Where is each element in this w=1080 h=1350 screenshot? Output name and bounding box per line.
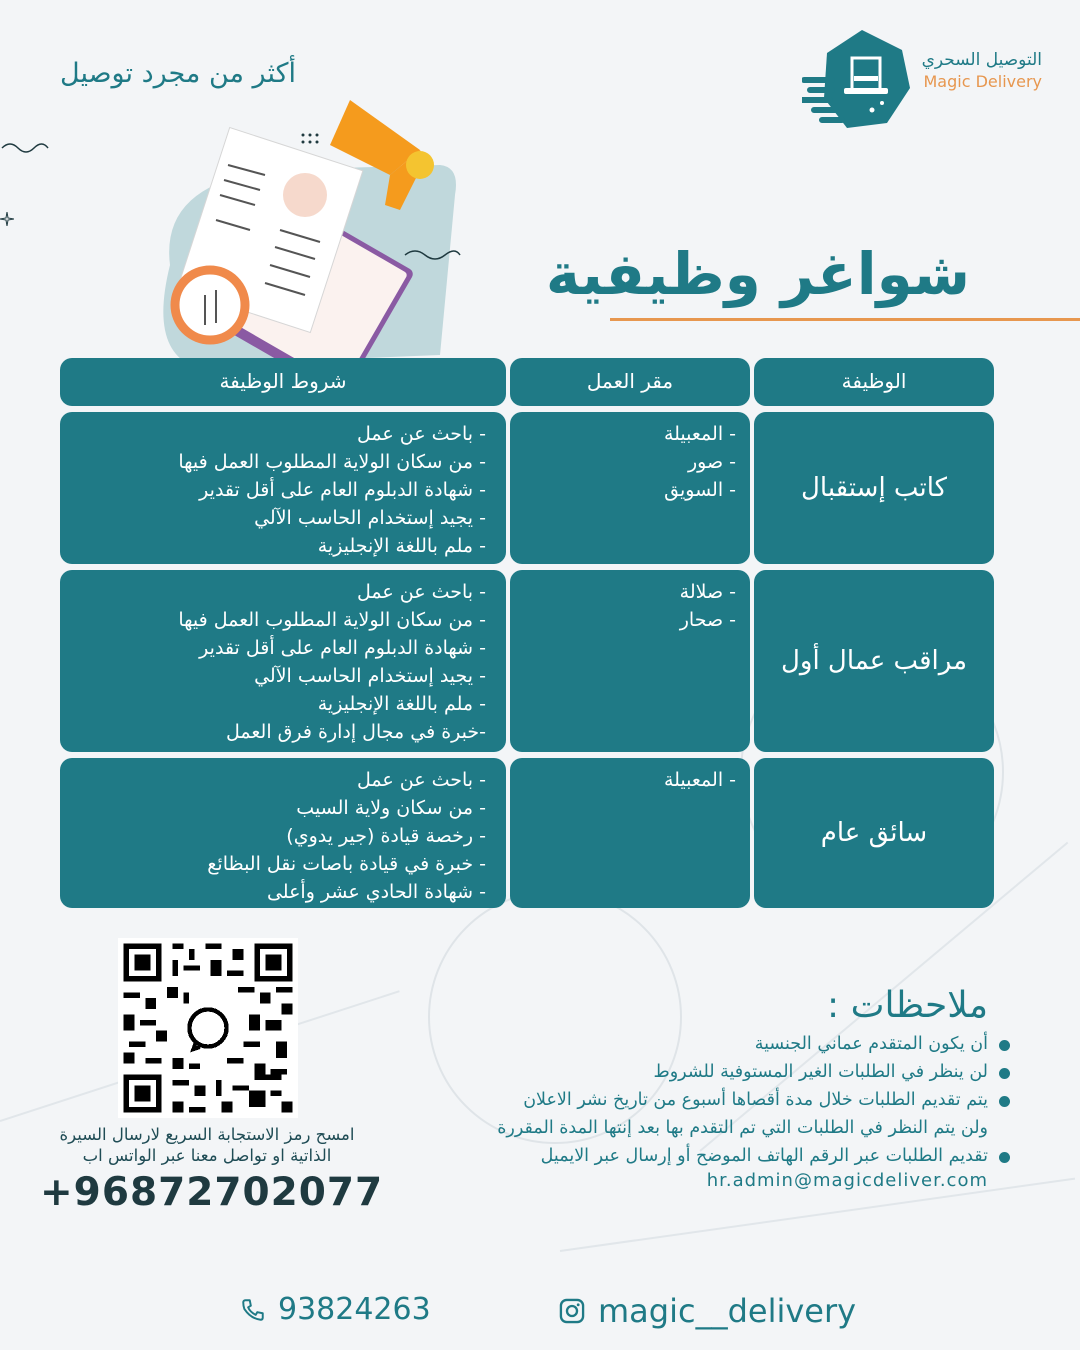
requirement-item: - شهادة الحادي عشر وأعلى (266, 881, 486, 903)
notes-title: ملاحظات : (827, 985, 988, 1026)
brand-block (802, 28, 1042, 133)
header-requirements: شروط الوظيفة (60, 358, 506, 406)
whatsapp-phone-number[interactable]: +96872702077 (40, 1170, 384, 1215)
requirement-item: - باحث عن عمل (357, 423, 486, 445)
requirement-item: - باحث عن عمل (357, 581, 486, 603)
qr-caption-line: الذاتية او تواصل معنا عبر الواتس اب (82, 1146, 332, 1165)
requirement-item: - باحث عن عمل (357, 769, 486, 791)
page-title: شواغر وظيفية (545, 240, 970, 308)
footer-instagram[interactable] (558, 1292, 856, 1330)
documents-megaphone-illustration (120, 95, 480, 370)
job-title-cell (754, 412, 994, 564)
whatsapp-qr-code[interactable] (118, 938, 298, 1118)
sparkle-decoration (0, 212, 14, 226)
squiggle-decoration (0, 138, 50, 158)
location-cell (510, 758, 750, 908)
requirement-item: - من سكان الولاية المطلوب العمل فيها (178, 609, 486, 631)
location-item: - السويق (664, 479, 736, 501)
requirement-item: - خبرة في قيادة باصات نقل البظائع (207, 853, 486, 875)
job-title: كاتب إستقبال (801, 473, 947, 503)
requirements-cell (60, 570, 506, 752)
magic-hat-logo-icon (802, 28, 917, 133)
tagline: أكثر من مجرد توصيل (60, 58, 296, 89)
requirement-item: - شهادة الدبلوم العام على أقل تقدير (199, 479, 486, 501)
job-title: سائق عام (820, 818, 928, 848)
location-item: - المعبيلة (663, 423, 736, 445)
note-item: أن يكون المتقدم عماني الجنسية (288, 1030, 988, 1058)
note-item: تقديم الطلبات عبر الرقم الهاتف الموضح أو إرسال عبر الايميل (288, 1142, 988, 1170)
location-item: - المعبيلة (663, 769, 736, 791)
job-title: مراقب عمال أول (781, 646, 968, 676)
footer-phone-number: 93824263 (278, 1292, 431, 1327)
location-item: - صحار (679, 609, 736, 631)
title-underline (610, 318, 1080, 321)
brand-name-english: Magic Delivery (923, 72, 1042, 91)
qr-caption (22, 1124, 392, 1166)
location-cell (510, 570, 750, 752)
header-job: الوظيفة (754, 358, 994, 406)
requirements-cell (60, 412, 506, 564)
requirement-item: - شهادة الدبلوم العام على أقل تقدير (199, 637, 486, 659)
requirement-item: - من سكان الولاية المطلوب العمل فيها (178, 451, 486, 473)
location-item: - صلالة (679, 581, 736, 603)
note-item: يتم تقديم الطلبات خلال مدة أقصاها أسبوع من تاريخ نشر الاعلان (288, 1086, 988, 1114)
job-title-cell (754, 758, 994, 908)
footer-instagram-handle: magic__delivery (598, 1292, 857, 1330)
phone-icon (240, 1297, 266, 1323)
footer-phone[interactable] (240, 1292, 431, 1327)
requirements-cell (60, 758, 506, 908)
location-item: - صور (687, 451, 736, 473)
instagram-icon (558, 1297, 586, 1325)
header-location: مقر العمل (510, 358, 750, 406)
requirement-item: - ملم باللغة الإنجليزية (317, 535, 486, 557)
email-link[interactable]: hr.admin@magicdeliver.com (706, 1170, 988, 1191)
note-item: ولن يتم النظر في الطلبات التي تم التقدم بها بعد إنتها المدة المقررة (497, 1118, 988, 1138)
requirement-item: - يجيد إستخدام الحاسب الآلي (254, 507, 486, 529)
brand-name-arabic: التوصيل السحري (921, 50, 1042, 70)
requirement-item: - ملم باللغة الإنجليزية (317, 693, 486, 715)
job-title-cell (754, 570, 994, 752)
notes-section (288, 985, 988, 1191)
requirement-item: - رخصة قيادة (جير يدوي) (286, 825, 486, 847)
note-item: لن ينظر في الطلبات الغير المستوفية للشروط (288, 1058, 988, 1086)
location-cell (510, 412, 750, 564)
qr-caption-line: امسح رمز الاستجابة السريع لارسال السيرة (59, 1125, 355, 1144)
requirement-item: - يجيد إستخدام الحاسب الآلي (254, 665, 486, 687)
requirement-item: -خبرة في مجال إدارة فرق العمل (226, 721, 486, 743)
requirement-item: - من سكان ولاية السيب (296, 797, 486, 819)
